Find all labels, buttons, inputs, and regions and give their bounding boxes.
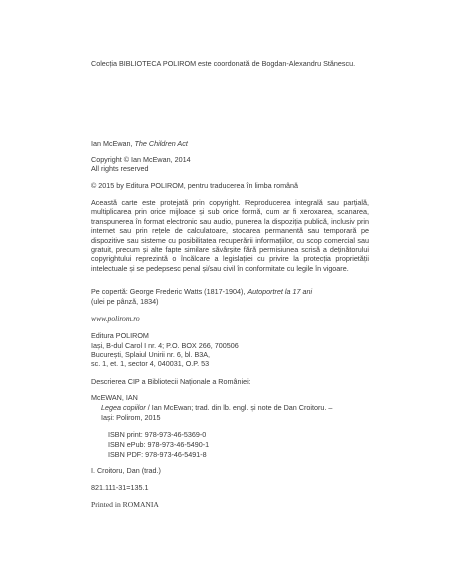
printed-in: Printed in ROMANIA [91,500,159,509]
original-title: The Children Act [134,139,188,148]
translation-copyright: © 2015 by Editura POLIROM, pentru traducerea în limba română [91,181,299,190]
cover-credit-suffix: (ulei pe pânză, 1834) [91,297,159,306]
copyright-line-2: All rights reserved [91,164,149,173]
cip-classification: 821.111-31=135.1 [91,483,149,492]
publisher-name: Editura POLIROM [91,331,149,340]
cover-credit [91,287,312,296]
publisher-address-3: sc. 1, et. 1, sector 4, 040031, O.P. 53 [91,359,210,368]
cip-heading: Descrierea CIP a Bibliotecii Naționale a României: [91,377,251,386]
cip-title-line [101,403,332,412]
author-prefix: Ian McEwan, [91,139,135,148]
publisher-address-2: București, Splaiul Unirii nr. 6, bl. B3A, [91,350,211,359]
isbn-pdf: ISBN PDF: 978-973-46-5491-8 [108,450,207,459]
cip-translator: I. Croitoru, Dan (trad.) [91,466,161,475]
cip-title: Legea copiilor [101,403,146,412]
isbn-print: ISBN print: 978-973-46-5369-0 [108,430,207,439]
website: www.polirom.ro [91,314,140,323]
series-note: Colecția BIBLIOTECA POLIROM este coordonată de Bogdan-Alexandru Stănescu. [91,59,356,68]
cover-credit-prefix: Pe copertă: George Frederic Watts (1817-1904), [91,287,248,296]
cip-title-rest: / Ian McEwan; trad. din lb. engl. și note de Dan Croitoru. – [145,403,333,412]
cover-artwork-title: Autoportret la 17 ani [247,287,313,296]
copyright-line-1: Copyright © Ian McEwan, 2014 [91,155,191,164]
cip-author: McEWAN, IAN [91,393,138,402]
cip-place: Iași: Polirom, 2015 [101,413,161,422]
legal-notice: Această carte este protejată prin copyright. Reproducerea integrală sau parțială, multiplicarea prin orice mijloace și sub orice formă, cum ar fi xeroxarea, scanarea, transpunerea în format electronic sau audio, punerea la dispoziția publică, inclusiv prin internet sau prin rețele de calculatoare, stocarea permanentă sau temporară pe dispozitive sau sisteme cu posibilitatea recuperării informațiilor, cu scop comercial sau gratuit, precum și alte fapte similare săvârșite fără permisiunea scrisă a deținătorului copyrightului reprezintă o încălcare a legislației cu privire la protecția proprietății intelectuale și se pedepsesc penal și/sau civil în conformitate cu legile în vigoare. [91,198,369,273]
isbn-epub: ISBN ePub: 978-973-46-5490-1 [108,440,210,449]
publisher-address-1: Iași, B-dul Carol I nr. 4; P.O. BOX 266, 700506 [91,341,239,350]
author-title-line [91,139,188,148]
